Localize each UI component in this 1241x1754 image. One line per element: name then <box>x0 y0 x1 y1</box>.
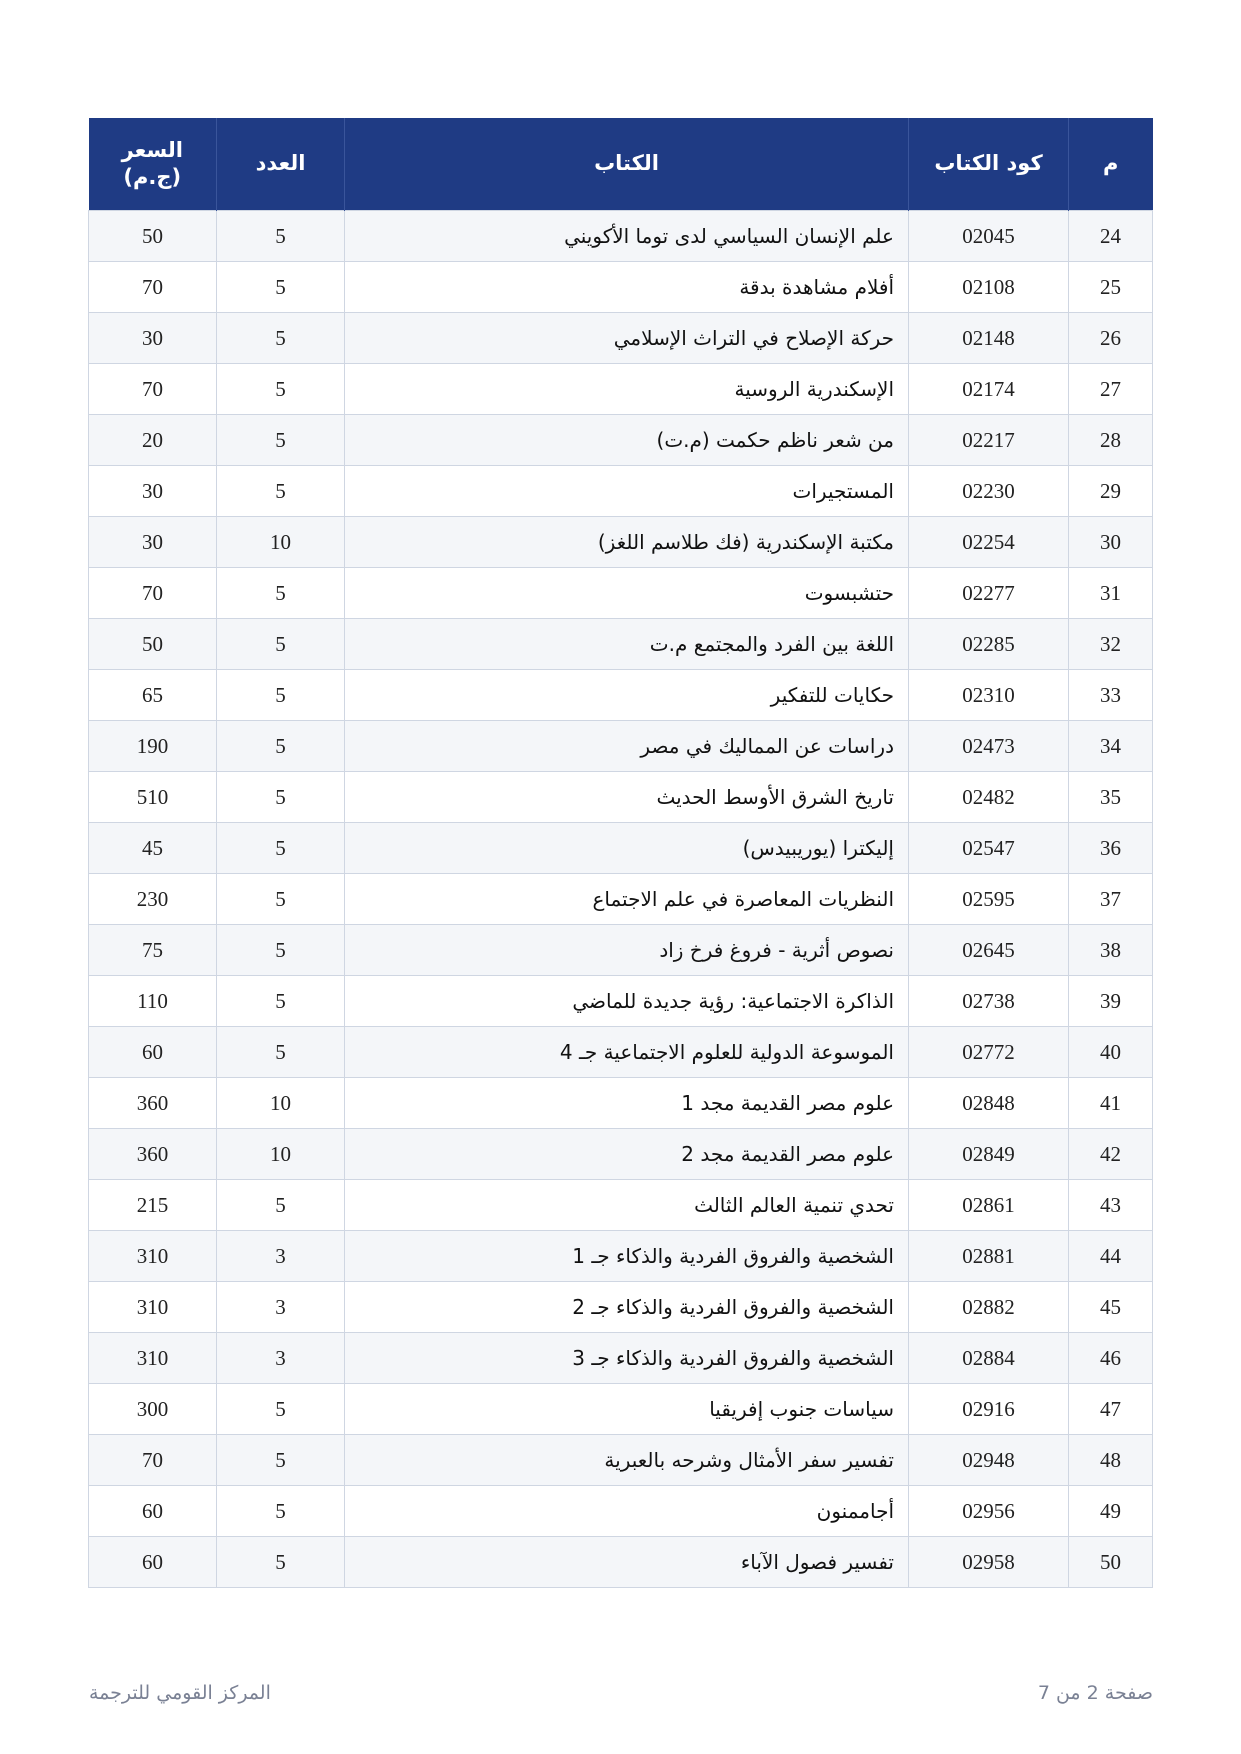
cell-price: 510 <box>89 772 217 823</box>
cell-index: 33 <box>1069 670 1153 721</box>
cell-book-code: 02230 <box>909 466 1069 517</box>
cell-quantity: 3 <box>217 1231 345 1282</box>
cell-book-title: النظريات المعاصرة في علم الاجتماع <box>345 874 909 925</box>
cell-book-title: تحدي تنمية العالم الثالث <box>345 1180 909 1231</box>
cell-quantity: 5 <box>217 670 345 721</box>
cell-book-code: 02217 <box>909 415 1069 466</box>
table-row <box>89 1231 1153 1282</box>
cell-quantity: 5 <box>217 925 345 976</box>
cell-price: 300 <box>89 1384 217 1435</box>
header-price <box>89 118 217 211</box>
cell-book-code: 02595 <box>909 874 1069 925</box>
cell-price: 70 <box>89 568 217 619</box>
table-row <box>89 670 1153 721</box>
cell-index: 47 <box>1069 1384 1153 1435</box>
cell-book-title: حكايات للتفكير <box>345 670 909 721</box>
cell-book-code: 02108 <box>909 262 1069 313</box>
cell-book-code: 02958 <box>909 1537 1069 1588</box>
table-row <box>89 466 1153 517</box>
cell-index: 50 <box>1069 1537 1153 1588</box>
cell-quantity: 5 <box>217 619 345 670</box>
cell-index: 44 <box>1069 1231 1153 1282</box>
cell-book-title: تفسير فصول الآباء <box>345 1537 909 1588</box>
cell-book-code: 02738 <box>909 976 1069 1027</box>
cell-book-code: 02916 <box>909 1384 1069 1435</box>
cell-index: 25 <box>1069 262 1153 313</box>
cell-price: 215 <box>89 1180 217 1231</box>
table-row <box>89 1027 1153 1078</box>
cell-book-title: أجاممنون <box>345 1486 909 1537</box>
table-row <box>89 1537 1153 1588</box>
cell-quantity: 3 <box>217 1282 345 1333</box>
table-row <box>89 1129 1153 1180</box>
header-price-unit: (ج.م) <box>123 165 182 189</box>
cell-book-code: 02285 <box>909 619 1069 670</box>
cell-index: 31 <box>1069 568 1153 619</box>
cell-price: 230 <box>89 874 217 925</box>
book-price-table-container <box>89 118 1153 1588</box>
table-row <box>89 313 1153 364</box>
cell-quantity: 5 <box>217 1435 345 1486</box>
cell-book-code: 02948 <box>909 1435 1069 1486</box>
cell-index: 43 <box>1069 1180 1153 1231</box>
cell-price: 70 <box>89 1435 217 1486</box>
cell-index: 30 <box>1069 517 1153 568</box>
cell-index: 38 <box>1069 925 1153 976</box>
cell-book-title: أفلام مشاهدة بدقة <box>345 262 909 313</box>
book-price-table <box>88 118 1153 1588</box>
cell-price: 360 <box>89 1129 217 1180</box>
table-row <box>89 1078 1153 1129</box>
cell-index: 45 <box>1069 1282 1153 1333</box>
cell-price: 60 <box>89 1537 217 1588</box>
cell-quantity: 10 <box>217 1129 345 1180</box>
cell-index: 36 <box>1069 823 1153 874</box>
cell-price: 70 <box>89 262 217 313</box>
cell-index: 40 <box>1069 1027 1153 1078</box>
cell-book-title: إليكترا (يوريبيدس) <box>345 823 909 874</box>
cell-price: 70 <box>89 364 217 415</box>
cell-price: 60 <box>89 1027 217 1078</box>
table-row <box>89 1333 1153 1384</box>
cell-quantity: 5 <box>217 1537 345 1588</box>
cell-book-code: 02881 <box>909 1231 1069 1282</box>
cell-quantity: 5 <box>217 874 345 925</box>
cell-index: 28 <box>1069 415 1153 466</box>
table-row <box>89 976 1153 1027</box>
cell-price: 75 <box>89 925 217 976</box>
table-row <box>89 721 1153 772</box>
table-row <box>89 262 1153 313</box>
cell-book-title: حركة الإصلاح في التراث الإسلامي <box>345 313 909 364</box>
cell-book-title: تفسير سفر الأمثال وشرحه بالعبرية <box>345 1435 909 1486</box>
cell-price: 360 <box>89 1078 217 1129</box>
cell-book-code: 02148 <box>909 313 1069 364</box>
cell-book-code: 02861 <box>909 1180 1069 1231</box>
header-book-code: كود الكتاب <box>909 118 1069 211</box>
cell-index: 37 <box>1069 874 1153 925</box>
cell-quantity: 5 <box>217 415 345 466</box>
cell-index: 49 <box>1069 1486 1153 1537</box>
cell-price: 30 <box>89 466 217 517</box>
header-row <box>89 118 1153 211</box>
cell-index: 42 <box>1069 1129 1153 1180</box>
table-row <box>89 925 1153 976</box>
table-row <box>89 619 1153 670</box>
cell-book-title: المستجيرات <box>345 466 909 517</box>
cell-book-title: علوم مصر القديمة مجد 2 <box>345 1129 909 1180</box>
table-row <box>89 517 1153 568</box>
cell-index: 34 <box>1069 721 1153 772</box>
cell-index: 39 <box>1069 976 1153 1027</box>
cell-price: 30 <box>89 313 217 364</box>
table-row <box>89 772 1153 823</box>
cell-book-code: 02277 <box>909 568 1069 619</box>
cell-price: 310 <box>89 1282 217 1333</box>
cell-index: 29 <box>1069 466 1153 517</box>
cell-quantity: 5 <box>217 364 345 415</box>
cell-book-code: 02772 <box>909 1027 1069 1078</box>
cell-book-code: 02645 <box>909 925 1069 976</box>
cell-index: 41 <box>1069 1078 1153 1129</box>
table-row <box>89 1180 1153 1231</box>
header-book-title: الكتاب <box>345 118 909 211</box>
cell-quantity: 5 <box>217 262 345 313</box>
header-quantity: العدد <box>217 118 345 211</box>
cell-book-title: من شعر ناظم حكمت (م.ت) <box>345 415 909 466</box>
cell-book-code: 02884 <box>909 1333 1069 1384</box>
cell-quantity: 10 <box>217 517 345 568</box>
cell-book-title: اللغة بين الفرد والمجتمع م.ت <box>345 619 909 670</box>
cell-index: 35 <box>1069 772 1153 823</box>
cell-book-title: الشخصية والفروق الفردية والذكاء جـ 1 <box>345 1231 909 1282</box>
table-row <box>89 211 1153 262</box>
cell-price: 20 <box>89 415 217 466</box>
cell-price: 30 <box>89 517 217 568</box>
page-number: صفحة 2 من 7 <box>1037 1682 1153 1704</box>
header-price-label: السعر <box>121 137 183 162</box>
cell-quantity: 5 <box>217 1486 345 1537</box>
table-row <box>89 1486 1153 1537</box>
cell-index: 27 <box>1069 364 1153 415</box>
cell-book-title: تاريخ الشرق الأوسط الحديث <box>345 772 909 823</box>
cell-quantity: 5 <box>217 976 345 1027</box>
cell-book-title: دراسات عن المماليك في مصر <box>345 721 909 772</box>
cell-quantity: 5 <box>217 1027 345 1078</box>
cell-index: 46 <box>1069 1333 1153 1384</box>
cell-price: 50 <box>89 619 217 670</box>
cell-book-title: علم الإنسان السياسي لدى توما الأكويني <box>345 211 909 262</box>
cell-price: 60 <box>89 1486 217 1537</box>
cell-book-title: سياسات جنوب إفريقيا <box>345 1384 909 1435</box>
cell-book-code: 02473 <box>909 721 1069 772</box>
cell-quantity: 5 <box>217 313 345 364</box>
cell-book-title: الذاكرة الاجتماعية: رؤية جديدة للماضي <box>345 976 909 1027</box>
cell-book-code: 02848 <box>909 1078 1069 1129</box>
cell-book-code: 02849 <box>909 1129 1069 1180</box>
cell-index: 24 <box>1069 211 1153 262</box>
cell-quantity: 5 <box>217 568 345 619</box>
table-row <box>89 874 1153 925</box>
cell-quantity: 5 <box>217 1180 345 1231</box>
table-row <box>89 1435 1153 1486</box>
cell-book-code: 02045 <box>909 211 1069 262</box>
table-row <box>89 1384 1153 1435</box>
cell-price: 110 <box>89 976 217 1027</box>
table-body <box>89 211 1153 1588</box>
cell-price: 45 <box>89 823 217 874</box>
cell-book-title: الإسكندرية الروسية <box>345 364 909 415</box>
cell-price: 190 <box>89 721 217 772</box>
header-index: م <box>1069 118 1153 211</box>
cell-book-title: مكتبة الإسكندرية (فك طلاسم اللغز) <box>345 517 909 568</box>
table-row <box>89 415 1153 466</box>
cell-quantity: 5 <box>217 466 345 517</box>
cell-book-code: 02482 <box>909 772 1069 823</box>
cell-price: 65 <box>89 670 217 721</box>
cell-book-title: نصوص أثرية - فروغ فرخ زاد <box>345 925 909 976</box>
cell-book-code: 02956 <box>909 1486 1069 1537</box>
cell-quantity: 5 <box>217 772 345 823</box>
cell-quantity: 5 <box>217 1384 345 1435</box>
cell-quantity: 10 <box>217 1078 345 1129</box>
cell-price: 310 <box>89 1231 217 1282</box>
cell-book-title: الشخصية والفروق الفردية والذكاء جـ 3 <box>345 1333 909 1384</box>
organization-name: المركز القومي للترجمة <box>89 1682 271 1704</box>
table-row <box>89 364 1153 415</box>
cell-index: 26 <box>1069 313 1153 364</box>
cell-quantity: 3 <box>217 1333 345 1384</box>
cell-index: 48 <box>1069 1435 1153 1486</box>
table-row <box>89 1282 1153 1333</box>
cell-book-code: 02310 <box>909 670 1069 721</box>
cell-quantity: 5 <box>217 721 345 772</box>
cell-book-code: 02174 <box>909 364 1069 415</box>
table-header <box>89 118 1153 211</box>
cell-book-code: 02254 <box>909 517 1069 568</box>
cell-book-title: علوم مصر القديمة مجد 1 <box>345 1078 909 1129</box>
table-row <box>89 568 1153 619</box>
cell-book-code: 02547 <box>909 823 1069 874</box>
table-row <box>89 823 1153 874</box>
cell-quantity: 5 <box>217 211 345 262</box>
cell-price: 50 <box>89 211 217 262</box>
cell-price: 310 <box>89 1333 217 1384</box>
page-footer <box>89 1682 1153 1712</box>
cell-book-title: الموسوعة الدولية للعلوم الاجتماعية جـ 4 <box>345 1027 909 1078</box>
cell-index: 32 <box>1069 619 1153 670</box>
cell-book-code: 02882 <box>909 1282 1069 1333</box>
cell-book-title: حتشبسوت <box>345 568 909 619</box>
cell-quantity: 5 <box>217 823 345 874</box>
cell-book-title: الشخصية والفروق الفردية والذكاء جـ 2 <box>345 1282 909 1333</box>
